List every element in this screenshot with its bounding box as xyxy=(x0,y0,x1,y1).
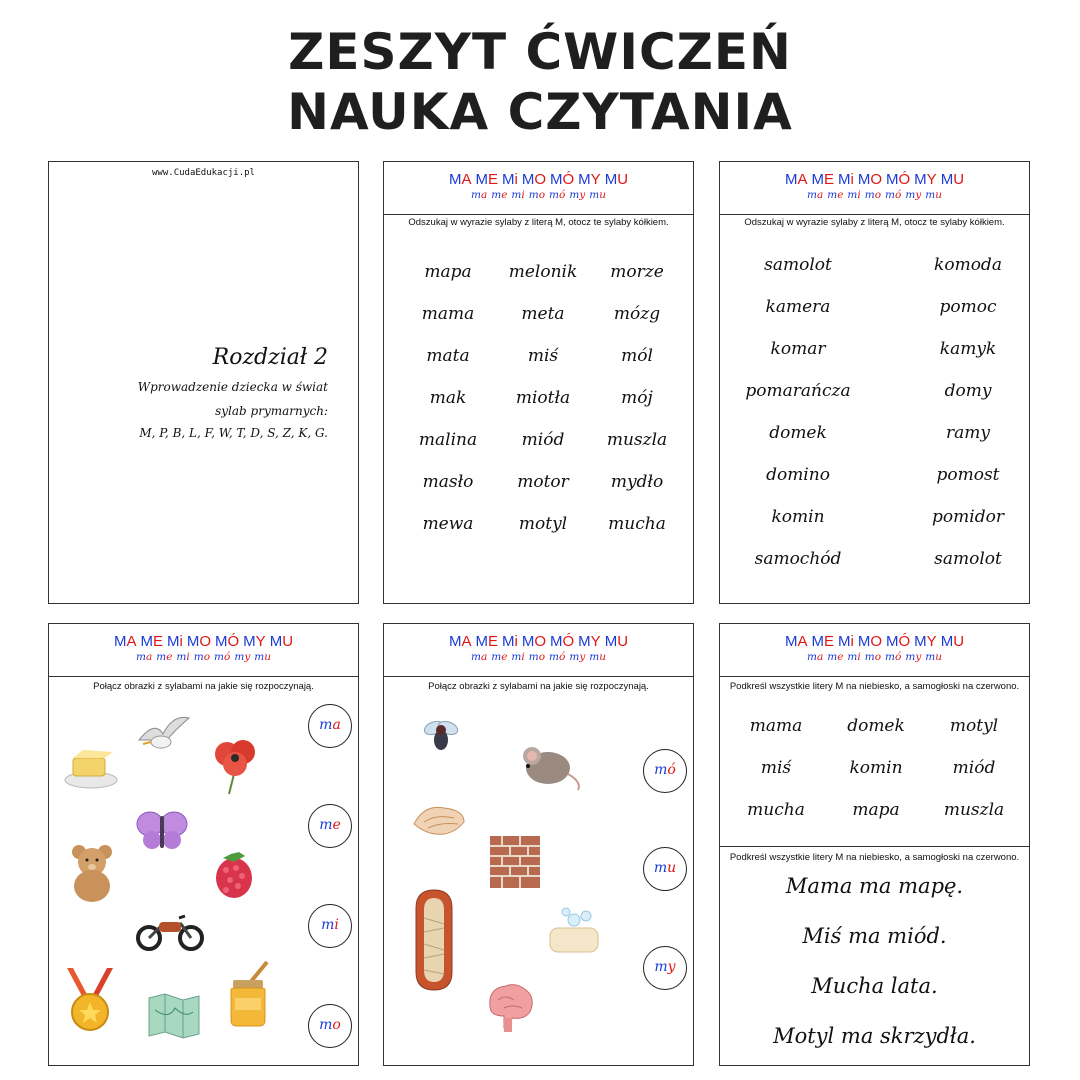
syllable-cursive-3: mo xyxy=(864,651,882,663)
syllable-cursive-3: mo xyxy=(528,189,546,201)
medal-icon xyxy=(63,968,117,1034)
word: mózg xyxy=(613,304,661,324)
syllable-circle[interactable]: my xyxy=(643,946,687,990)
syllable-3: MO xyxy=(857,171,882,188)
syllable-header xyxy=(49,624,358,677)
syllable-cursive-4: mó xyxy=(549,189,566,201)
syllable-2: Mi xyxy=(837,633,854,650)
honey-icon xyxy=(225,960,273,1030)
word: miotła xyxy=(515,388,571,408)
sentence-2: Miś ma miód. xyxy=(802,924,947,948)
word: meta xyxy=(521,304,565,324)
chapter-desc-2: sylab prymarnych: xyxy=(215,404,328,418)
syllable-circle[interactable]: me xyxy=(308,804,352,848)
syllable-5: MY xyxy=(914,633,937,650)
instruction-text: Połącz obrazki z sylabami na jakie się rozpoczynają. xyxy=(428,681,649,692)
word: motyl xyxy=(949,716,999,736)
syllable-cursive-6: mu xyxy=(254,651,271,663)
chapter-desc-3: M, P, B, L, F, W, T, D, S, Z, K, G. xyxy=(139,426,328,440)
syllable-cursive-0: ma xyxy=(807,189,824,201)
syllable-cursive-0: ma xyxy=(471,189,488,201)
word: mata xyxy=(426,346,470,366)
syllable-cursive-6: mu xyxy=(925,189,942,201)
word: komar xyxy=(770,339,826,359)
word: malina xyxy=(418,430,478,450)
syllable-0: MA xyxy=(448,171,472,188)
word: ramy xyxy=(946,423,990,443)
map-icon xyxy=(145,990,203,1040)
syllable-row-cursive xyxy=(384,189,693,201)
word: samolot xyxy=(934,549,1002,569)
worksheet-match-pictures-1 xyxy=(48,623,359,1066)
instruction-text: Odszukaj w wyrazie sylaby z literą M, otocz te sylaby kółkiem. xyxy=(408,217,669,228)
word: komin xyxy=(849,758,903,778)
brick-wall-icon xyxy=(488,834,542,890)
syllable-circle[interactable]: mó xyxy=(643,749,687,793)
worksheet-circle-syllables-1 xyxy=(383,161,694,604)
syllable-cursive-3: mo xyxy=(528,651,546,663)
word: domino xyxy=(766,465,830,485)
syllable-5: MY xyxy=(578,171,601,188)
syllable-3: MO xyxy=(857,633,882,650)
syllable-cursive-0: ma xyxy=(807,651,824,663)
syllable-row-cursive xyxy=(49,651,358,663)
syllable-1: ME xyxy=(140,633,163,650)
word: mak xyxy=(429,388,467,408)
syllable-circle[interactable]: mo xyxy=(308,1004,352,1048)
syllable-1: ME xyxy=(475,633,498,650)
syllable-0: MA xyxy=(113,633,137,650)
syllable-row-print xyxy=(384,171,693,188)
sentence-4: Motyl ma skrzydła. xyxy=(773,1024,976,1048)
section-divider xyxy=(720,846,1029,847)
mummy-icon xyxy=(412,888,456,992)
teddy-bear-icon xyxy=(65,842,119,904)
syllable-0: MA xyxy=(784,633,808,650)
syllable-cursive-4: mó xyxy=(885,651,902,663)
word: morze xyxy=(610,262,664,282)
syllable-row-print xyxy=(720,171,1029,188)
syllable-header xyxy=(384,624,693,677)
word: komoda xyxy=(934,255,1002,275)
word: domek xyxy=(847,716,905,736)
syllable-6: MU xyxy=(604,171,629,188)
syllable-4: MÓ xyxy=(550,171,575,188)
word: miś xyxy=(527,346,559,366)
worksheet-underline xyxy=(719,623,1030,1066)
syllable-cursive-4: mó xyxy=(549,651,566,663)
syllable-1: ME xyxy=(811,633,834,650)
cover-page xyxy=(48,161,359,604)
syllable-4: MÓ xyxy=(215,633,240,650)
word: domek xyxy=(769,423,827,443)
syllable-6: MU xyxy=(940,633,965,650)
word: muszla xyxy=(606,430,668,450)
syllable-row-print xyxy=(384,633,693,650)
syllable-0: MA xyxy=(448,633,472,650)
word: masło xyxy=(422,472,474,492)
syllable-cursive-5: my xyxy=(905,651,922,663)
seagull-icon xyxy=(135,710,191,756)
mouse-icon xyxy=(518,736,584,792)
word: mucha xyxy=(608,514,666,534)
syllable-cursive-4: mó xyxy=(214,651,231,663)
syllable-cursive-3: mo xyxy=(193,651,211,663)
syllable-cursive-2: mi xyxy=(847,651,861,663)
syllable-circle[interactable]: mi xyxy=(308,904,352,948)
syllable-2: Mi xyxy=(501,171,518,188)
fly-icon xyxy=(420,716,460,756)
syllable-header xyxy=(720,624,1029,677)
syllable-5: MY xyxy=(914,171,937,188)
syllable-2: Mi xyxy=(166,633,183,650)
word: pomoc xyxy=(939,297,997,317)
syllable-cursive-2: mi xyxy=(847,189,861,201)
syllable-row-print xyxy=(720,633,1029,650)
syllable-0: MA xyxy=(784,171,808,188)
word: miód xyxy=(952,758,996,778)
syllable-cursive-4: mó xyxy=(885,189,902,201)
worksheet-circle-syllables-2 xyxy=(719,161,1030,604)
worksheet-match-pictures-2 xyxy=(383,623,694,1066)
syllable-3: MO xyxy=(521,171,546,188)
website-label: www.CudaEdukacji.pl xyxy=(152,168,255,178)
syllable-row-cursive xyxy=(720,189,1029,201)
syllable-cursive-0: ma xyxy=(471,651,488,663)
syllable-cursive-1: me xyxy=(156,651,173,663)
word: miś xyxy=(760,758,792,778)
sentence-3: Mucha lata. xyxy=(811,974,938,998)
syllable-cursive-5: my xyxy=(234,651,251,663)
sentence-1: Mama ma mapę. xyxy=(785,874,964,898)
word: mama xyxy=(421,304,475,324)
syllable-1: ME xyxy=(811,171,834,188)
word: kamera xyxy=(765,297,831,317)
syllable-cursive-5: my xyxy=(905,189,922,201)
syllable-6: MU xyxy=(940,171,965,188)
syllable-4: MÓ xyxy=(550,633,575,650)
syllable-cursive-0: ma xyxy=(136,651,153,663)
syllable-5: MY xyxy=(243,633,266,650)
instruction-text-1: Podkreśl wszystkie litery M na niebiesko, a samogłoski na czerwono. xyxy=(729,681,1020,692)
instruction-text: Połącz obrazki z sylabami na jakie się rozpoczynają. xyxy=(93,681,314,692)
syllable-cursive-1: me xyxy=(827,651,844,663)
word: motor xyxy=(517,472,569,492)
word: mój xyxy=(621,388,653,408)
word: samolot xyxy=(764,255,832,275)
word: domy xyxy=(944,381,992,401)
syllable-cursive-6: mu xyxy=(925,651,942,663)
syllable-cursive-6: mu xyxy=(589,189,606,201)
syllable-row-cursive xyxy=(384,651,693,663)
main-title-line1: ZESZYT ĆWICZEŃ xyxy=(288,23,792,81)
syllable-2: Mi xyxy=(837,171,854,188)
soap-icon xyxy=(546,906,602,956)
butterfly-icon xyxy=(135,808,189,852)
syllable-cursive-2: mi xyxy=(511,651,525,663)
brain-icon xyxy=(482,980,538,1036)
word: motyl xyxy=(518,514,568,534)
syllable-6: MU xyxy=(604,633,629,650)
word: mapa xyxy=(424,262,472,282)
motorcycle-icon xyxy=(135,908,205,952)
syllable-3: MO xyxy=(521,633,546,650)
word: pomidor xyxy=(932,507,1004,527)
chapter-title: Rozdział 2 xyxy=(212,345,328,370)
syllable-cursive-5: my xyxy=(569,651,586,663)
word: muszla xyxy=(943,800,1005,820)
word: kamyk xyxy=(939,339,997,359)
instruction-text: Odszukaj w wyrazie sylaby z literą M, otocz te sylaby kółkiem. xyxy=(744,217,1005,228)
raspberry-icon xyxy=(209,846,259,902)
syllable-row-print xyxy=(49,633,358,650)
syllable-header xyxy=(720,162,1029,215)
poppy-icon xyxy=(209,736,261,796)
word: samochód xyxy=(754,549,842,569)
syllable-4: MÓ xyxy=(886,633,911,650)
word: miód xyxy=(521,430,565,450)
word: mydło xyxy=(610,472,664,492)
syllable-5: MY xyxy=(578,633,601,650)
main-title-line2: NAUKA CZYTANIA xyxy=(287,83,793,141)
word: mól xyxy=(621,346,653,366)
syllable-2: Mi xyxy=(501,633,518,650)
syllable-6: MU xyxy=(269,633,294,650)
syllable-cursive-2: mi xyxy=(176,651,190,663)
syllable-circle[interactable]: mu xyxy=(643,847,687,891)
word: mewa xyxy=(422,514,474,534)
syllable-header xyxy=(384,162,693,215)
syllable-cursive-3: mo xyxy=(864,189,882,201)
word: pomost xyxy=(936,465,1000,485)
syllable-1: ME xyxy=(475,171,498,188)
word: pomarańcza xyxy=(745,381,851,401)
syllable-cursive-6: mu xyxy=(589,651,606,663)
syllable-cursive-5: my xyxy=(569,189,586,201)
butter-icon xyxy=(63,744,119,792)
word: mucha xyxy=(747,800,805,820)
word: mama xyxy=(749,716,803,736)
word: melonik xyxy=(508,262,578,282)
shell-icon xyxy=(410,800,468,842)
syllable-cursive-2: mi xyxy=(511,189,525,201)
chapter-desc-1: Wprowadzenie dziecka w świat xyxy=(137,380,328,394)
syllable-row-cursive xyxy=(720,651,1029,663)
syllable-cursive-1: me xyxy=(491,189,508,201)
syllable-3: MO xyxy=(186,633,211,650)
instruction-text-2: Podkreśl wszystkie litery M na niebiesko, a samogłoski na czerwono. xyxy=(729,852,1020,863)
syllable-4: MÓ xyxy=(886,171,911,188)
syllable-circle[interactable]: ma xyxy=(308,704,352,748)
word: komin xyxy=(771,507,825,527)
syllable-cursive-1: me xyxy=(827,189,844,201)
syllable-cursive-1: me xyxy=(491,651,508,663)
word: mapa xyxy=(852,800,900,820)
